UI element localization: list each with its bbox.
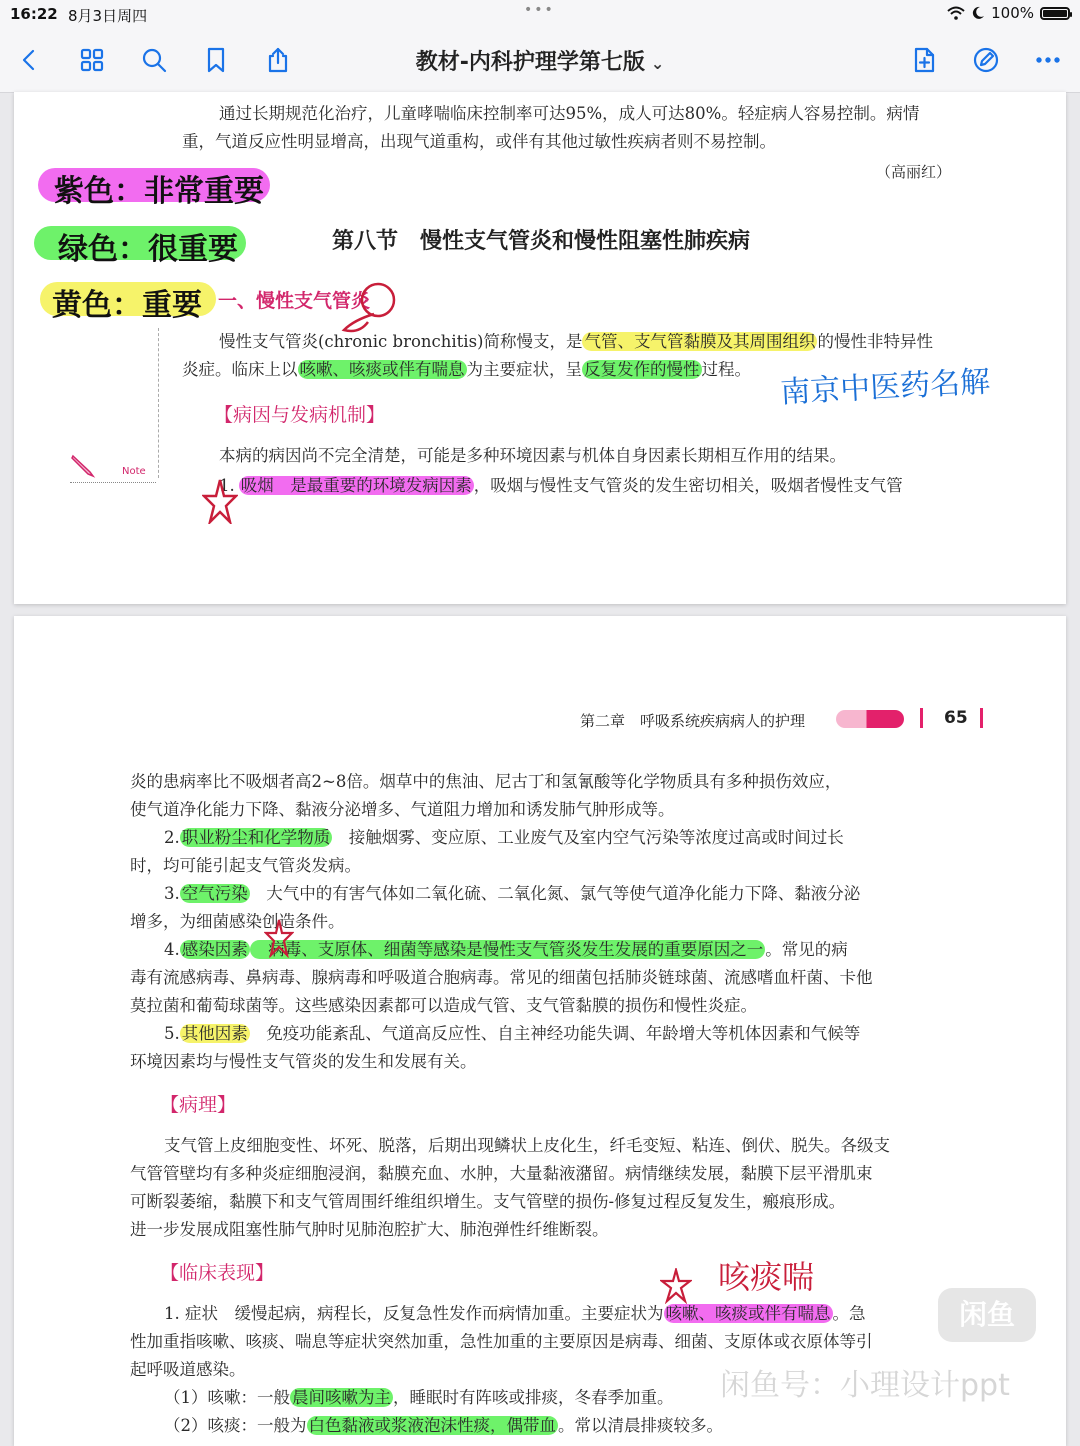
text-run: 。急 xyxy=(832,1304,866,1323)
add-page-icon[interactable] xyxy=(906,42,942,78)
highlight-yellow[interactable]: 气管、支气管黏膜及其周围组织 xyxy=(584,332,816,351)
divider xyxy=(920,708,923,728)
legend-yellow-label: 黄色：重要 xyxy=(52,288,202,323)
app-toolbar xyxy=(0,28,1080,93)
item-number: 4. xyxy=(164,940,180,959)
text-line: 支气管上皮细胞变性、坏死、脱落，后期出现鳞状上皮化生，纤毛变短、粘连、倒伏、脱失。各级支 xyxy=(164,1136,890,1155)
text-line: 重，气道反应性明显增高，出现气道重构，或伴有其他过敏性疾病者则不易控制。 xyxy=(182,132,776,151)
highlight-green[interactable]: 反复发作的慢性 xyxy=(584,360,700,379)
section-title: 第八节 慢性支气管炎和慢性阻塞性肺疾病 xyxy=(332,229,751,254)
multitask-dots[interactable]: ••• xyxy=(524,2,555,18)
text-line: 莫拉菌和葡萄球菌等。这些感染因素都可以造成气管、支气管黏膜的损伤和慢性炎症。 xyxy=(130,996,757,1015)
pathology-heading: 【病理】 xyxy=(160,1094,237,1116)
page-number: 65 xyxy=(944,708,968,728)
clinical-heading: 【临床表现】 xyxy=(160,1262,275,1284)
watermark-badge: 闲鱼 xyxy=(938,1288,1036,1342)
pencil-note-icon xyxy=(70,452,96,478)
highlight-purple[interactable]: 吸烟 是最重要的环境发病因素 xyxy=(240,476,472,495)
text-run: 接触烟雾、变应原、工业废气及室内空气污染等浓度过高或时间过长 xyxy=(332,828,844,847)
text-run: （2）咳痰：一般为 xyxy=(164,1416,307,1435)
text-run: 过程。 xyxy=(701,360,751,379)
highlight-green[interactable]: 咳嗽、咳痰或伴有喘息 xyxy=(299,360,465,379)
cause-item-5 xyxy=(164,1020,860,1048)
more-icon[interactable] xyxy=(1030,42,1066,78)
note-underline xyxy=(70,482,156,483)
legend-green-label: 绿色：很重要 xyxy=(58,232,238,267)
text-line: 气管管壁均有多种炎症细胞浸润，黏膜充血、水肿，大量黏液潴留。病情继续发展，黏膜下层平滑肌束 xyxy=(130,1164,873,1183)
annotate-pen-icon[interactable] xyxy=(968,42,1004,78)
text-line: 可断裂萎缩，黏膜下和支气管周围纤维组织增生。支气管壁的损伤-修复过程反复发生，瘢痕形成。 xyxy=(130,1192,846,1211)
highlight-green[interactable]: 病毒、支原体、细菌等感染是慢性支气管炎发生发展的重要原因之一 xyxy=(251,940,764,959)
note-marker[interactable] xyxy=(70,452,160,482)
text-run: 大气中的有害气体如二氧化硫、二氧化氮、氯气等使气道净化能力下降、黏液分泌 xyxy=(249,884,861,903)
highlight-green[interactable]: 职业粉尘和化学物质 xyxy=(181,828,331,847)
definition-line xyxy=(182,356,751,384)
text-run: 1. 症状 缓慢起病，病程长，反复急性发作而病情加重。主要症状为 xyxy=(164,1304,664,1323)
item-number: 1. xyxy=(219,476,235,495)
note-label: Note xyxy=(122,466,146,477)
document-title-text: 教材-内科护理学第七版 xyxy=(415,50,645,75)
text-line: 环境因素均与慢性支气管炎的发生和发展有关。 xyxy=(130,1052,477,1071)
text-line: 使气道净化能力下降、黏液分泌增多、气道阻力增加和诱发肺气肿形成等。 xyxy=(130,800,675,819)
chapter-color-tab xyxy=(836,710,904,728)
text-line: 时，均可能引起支气管炎发病。 xyxy=(130,856,361,875)
text-line: 毒有流感病毒、鼻病毒、腺病毒和呼吸道合胞病毒。常见的细菌包括肺炎链球菌、流感嗜血杆菌、卡他 xyxy=(130,968,873,987)
cause-heading: 【病因与发病机制】 xyxy=(214,404,386,426)
text-line: 通过长期规范化治疗，儿童哮喘临床控制率可达95%，成人可达80%。轻症病人容易控制。病情 xyxy=(219,104,920,123)
text-run: 。常见的病 xyxy=(765,940,848,959)
text-run: （1）咳嗽：一般 xyxy=(164,1388,290,1407)
text-run: ，睡眠时有阵咳或排痰，冬春季加重。 xyxy=(393,1388,674,1407)
subsection-title: 一、慢性支气管炎 xyxy=(218,290,371,312)
moon-icon xyxy=(971,6,985,20)
text-run: 炎症。临床上以 xyxy=(182,360,298,379)
status-time: 16:22 xyxy=(10,5,58,23)
text-run: 。常以清晨排痰较多。 xyxy=(558,1416,723,1435)
item-number: 2. xyxy=(164,828,180,847)
handwritten-star-mark xyxy=(202,478,238,524)
highlight-green[interactable]: 空气污染 xyxy=(181,884,248,903)
chapter-running-head: 第二章 呼吸系统疾病病人的护理 xyxy=(580,712,806,730)
text-line: 进一步发展成阻塞性肺气肿时见肺泡腔扩大、肺泡弹性纤维断裂。 xyxy=(130,1220,609,1239)
handwritten-star-mark xyxy=(264,918,294,958)
status-right xyxy=(947,4,1070,22)
text-run: 为主要症状，呈 xyxy=(466,360,582,379)
handwritten-note-blue: 南京中医药名解 xyxy=(779,364,991,411)
text-line: 炎的患病率比不吸烟者高2~8倍。烟草中的焦油、尼古丁和氢氰酸等化学物质具有多种损伤效应， xyxy=(130,772,842,791)
cause-item-3 xyxy=(164,880,860,908)
sputum-line xyxy=(164,1412,723,1440)
text-line: 本病的病因尚不完全清楚，可能是多种环境因素与机体自身因素长期相互作用的结果。 xyxy=(219,446,846,465)
handwritten-note-red: 咳痰喘 xyxy=(718,1258,815,1296)
text-run: ，吸烟与慢性支气管炎的发生密切相关，吸烟者慢性支气管 xyxy=(473,476,903,495)
chevron-down-icon: ⌄ xyxy=(650,54,665,73)
definition-line xyxy=(219,328,933,356)
divider xyxy=(980,708,983,728)
legend-purple-label: 紫色：非常重要 xyxy=(54,174,264,209)
symptom-line xyxy=(164,1300,866,1328)
cough-line xyxy=(164,1384,674,1412)
smoking-line xyxy=(219,472,903,500)
watermark-text: 闲鱼号：小理设计ppt xyxy=(720,1368,1010,1403)
item-number: 3. xyxy=(164,884,180,903)
author-credit: （高丽红） xyxy=(876,163,952,181)
status-date: 8月3日周四 xyxy=(68,7,148,25)
wifi-icon xyxy=(947,6,965,20)
status-bar xyxy=(0,0,1080,28)
text-line: 增多，为细菌感染创造条件。 xyxy=(130,912,345,931)
text-line: 起呼吸道感染。 xyxy=(130,1360,246,1379)
pdf-page-2[interactable] xyxy=(14,616,1066,1446)
text-run: 免疫功能紊乱、气道高反应性、自主神经功能失调、年龄增大等机体因素和气候等 xyxy=(249,1024,861,1043)
text-line: 性加重指咳嗽、咳痰、喘息等症状突然加重，急性加重的主要原因是病毒、细菌、支原体或衣原体等引 xyxy=(130,1332,873,1351)
item-number: 5. xyxy=(164,1024,180,1043)
pdf-page-1[interactable] xyxy=(14,92,1066,604)
highlight-green[interactable]: 感染因素 xyxy=(181,940,248,959)
handwritten-star-mark xyxy=(660,1268,692,1304)
battery-percent: 100% xyxy=(991,4,1034,22)
battery-icon xyxy=(1040,7,1070,20)
highlight-purple[interactable]: 咳嗽、咳痰或伴有喘息 xyxy=(665,1304,831,1323)
highlight-yellow[interactable]: 其他因素 xyxy=(181,1024,248,1043)
highlight-green[interactable]: 晨间咳嗽为主 xyxy=(292,1388,391,1407)
text-run: 慢性支气管炎(chronic bronchitis)简称慢支，是 xyxy=(219,332,583,351)
highlight-green[interactable]: 白色黏液或浆液泡沫性痰，偶带血 xyxy=(308,1416,556,1435)
text-run: 的慢性非特异性 xyxy=(817,332,933,351)
cause-item-2 xyxy=(164,824,844,852)
